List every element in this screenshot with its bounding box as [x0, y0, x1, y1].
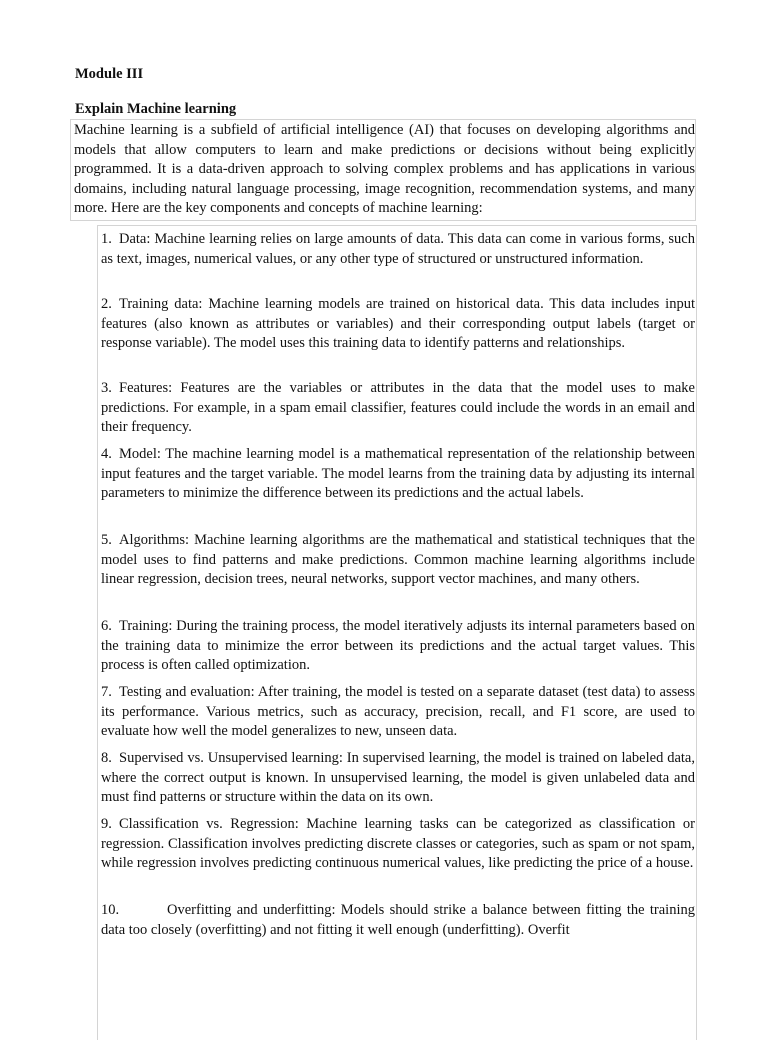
list-item-text: Features: Features are the variables or attributes in the data that the model uses to make predictions. For example, in a spam email classifier, features could include the words in an email and their frequency. — [101, 380, 695, 435]
list-item-number: 3. — [101, 380, 112, 396]
list-item-text: Training data: Machine learning models are trained on historical data. This data includes input features (also known as attributes or variables) and their corresponding output labels (target or response variable). The model uses this training data to identify patterns and relationships. — [101, 296, 695, 351]
list-item — [101, 683, 695, 742]
list-item — [101, 617, 695, 676]
list-item-number: 5. — [101, 532, 112, 548]
list-item-number: 6. — [101, 618, 112, 634]
list-item-number: 2. — [101, 296, 112, 312]
list-item-number: 4. — [101, 446, 112, 462]
list-item-text: Supervised vs. Unsupervised learning: In supervised learning, the model is trained on labeled data, where the correct output is known. In unsupervised learning, the model is given unlabeled data and must find patterns or structure within the data on its own. — [101, 750, 695, 805]
list-item-text: Algorithms: Machine learning algorithms are the mathematical and statistical techniques that the model uses to find patterns and make predictions. Common machine learning algorithms include linear regression, decision trees, neural networks, support vector machines, and many others. — [101, 532, 695, 587]
list-item-text: Overfitting and underfitting: Models should strike a balance between fitting the training data too closely (overfitting) and not fitting it well enough (underfitting). Overfit — [101, 902, 695, 938]
list-item-number: 9. — [101, 816, 112, 832]
section-title: Explain Machine learning — [75, 101, 237, 117]
list-item — [101, 749, 695, 808]
list-item-number: 10. — [101, 902, 120, 918]
list-item-text: Classification vs. Regression: Machine learning tasks can be categorized as classification or regression. Classification involves predicting discrete classes or categories, such as spam or not spam, while regression involves predicting continuous numerical values, like predicting the price of a house. — [101, 816, 695, 871]
list-item-number: 1. — [101, 231, 112, 247]
list-item-text: Testing and evaluation: After training, the model is tested on a separate dataset (test data) to assess its performance. Various metrics, such as accuracy, precision, recall, and F1 score, are used to evaluate how well the model generalizes to new, unseen data. — [101, 684, 695, 739]
list-item — [101, 295, 695, 354]
list-item-text: Model: The machine learning model is a mathematical representation of the relationship between input features and the target variable. The model learns from the training data by adjusting its internal parameters to minimize the difference between its predictions and the actual labels. — [101, 446, 695, 501]
intro-paragraph: Machine learning is a subfield of artificial intelligence (AI) that focuses on developing algorithms and models that allow computers to learn and make predictions or decisions without being explicitly programmed. It is a data-driven approach to solving complex problems and has applications in various domains, including natural language processing, image recognition, recommendation systems, and many more. Here are the key components and concepts of machine learning: — [70, 119, 696, 221]
list-item — [101, 901, 695, 940]
module-title: Module III — [75, 66, 144, 82]
list-item — [101, 230, 695, 269]
list-item — [101, 445, 695, 504]
list-item — [101, 815, 695, 874]
list-item-text: Training: During the training process, the model iteratively adjusts its internal parameters based on the training data to minimize the error between its predictions and the actual target values. This process is often called optimization. — [101, 618, 695, 673]
components-list — [97, 225, 697, 1040]
list-item — [101, 379, 695, 438]
list-item — [101, 531, 695, 590]
list-item-text: Data: Machine learning relies on large amounts of data. This data can come in various forms, such as text, images, numerical values, or any other type of structured or unstructured information. — [101, 231, 695, 267]
list-item-number: 8. — [101, 750, 112, 766]
list-item-number: 7. — [101, 684, 112, 700]
